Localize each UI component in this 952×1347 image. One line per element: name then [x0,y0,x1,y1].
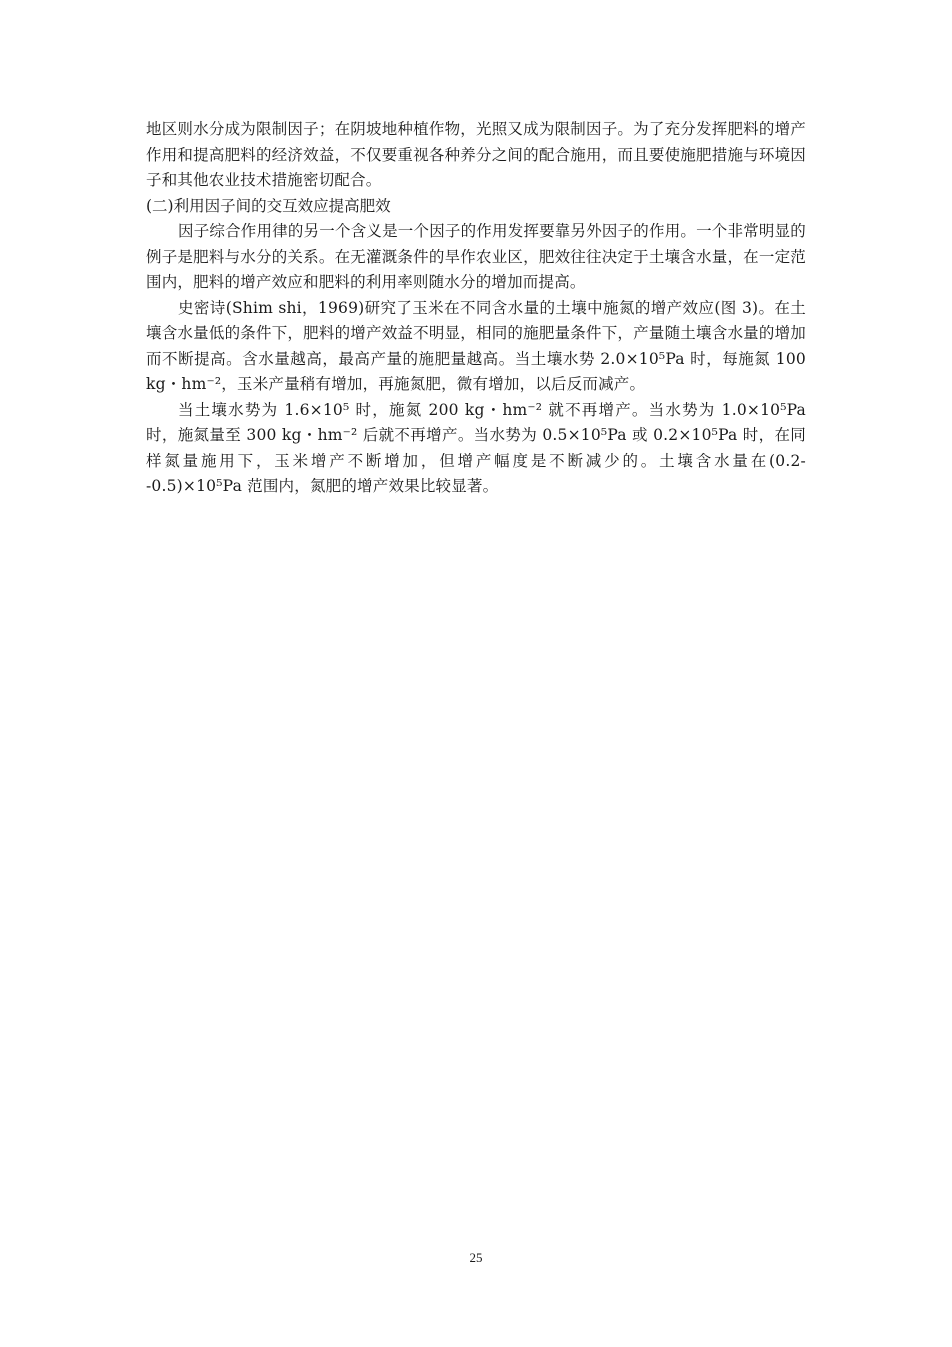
paragraph-3: 史密诗(Shim shi，1969)研究了玉米在不同含水量的土壤中施氮的增产效应(图 3)。在土壤含水量低的条件下，肥料的增产效益不明显，相同的施肥量条件下，产量随土壤含水量的增加而不断提高。含水量越高，最高产量的施肥量越高。当土壤水势 2.0×10⁵Pa 时，每施氮 100 kg・hm⁻²，玉米产量稍有增加，再施氮肥，微有增加，以后反而减产。 [146,298,806,393]
paragraph-1: 地区则水分成为限制因子；在阴坡地种植作物，光照又成为限制因子。为了充分发挥肥料的增产作用和提高肥料的经济效益，不仅要重视各种养分之间的配合施用，而且要使施肥措施与环境因子和其他农业技术措施密切配合。 [146,120,806,189]
paragraph-4: 当土壤水势为 1.6×10⁵ 时，施氮 200 kg・hm⁻² 就不再增产。当水势为 1.0×10⁵Pa 时，施氮量至 300 kg・hm⁻² 后就不再增产。当水势为 0.5×10⁵Pa 或 0.2×10⁵Pa 时，在同样氮量施用下，玉米增产不断增加，但增产幅度是不断减少的。土壤含水量在(0.2--0.5)×10⁵Pa 范围内，氮肥的增产效果比较显著。 [146,400,806,495]
document-body [146,117,806,500]
page-number: 25 [469,1250,483,1265]
section-heading: (二)利用因子间的交互效应提高肥效 [146,196,391,215]
paragraph-2: 因子综合作用律的另一个含义是一个因子的作用发挥要靠另外因子的作用。一个非常明显的例子是肥料与水分的关系。在无灌溉条件的旱作农业区，肥效往往决定于土壤含水量，在一定范围内，肥料的增产效应和肥料的利用率则随水分的增加而提高。 [146,222,807,291]
